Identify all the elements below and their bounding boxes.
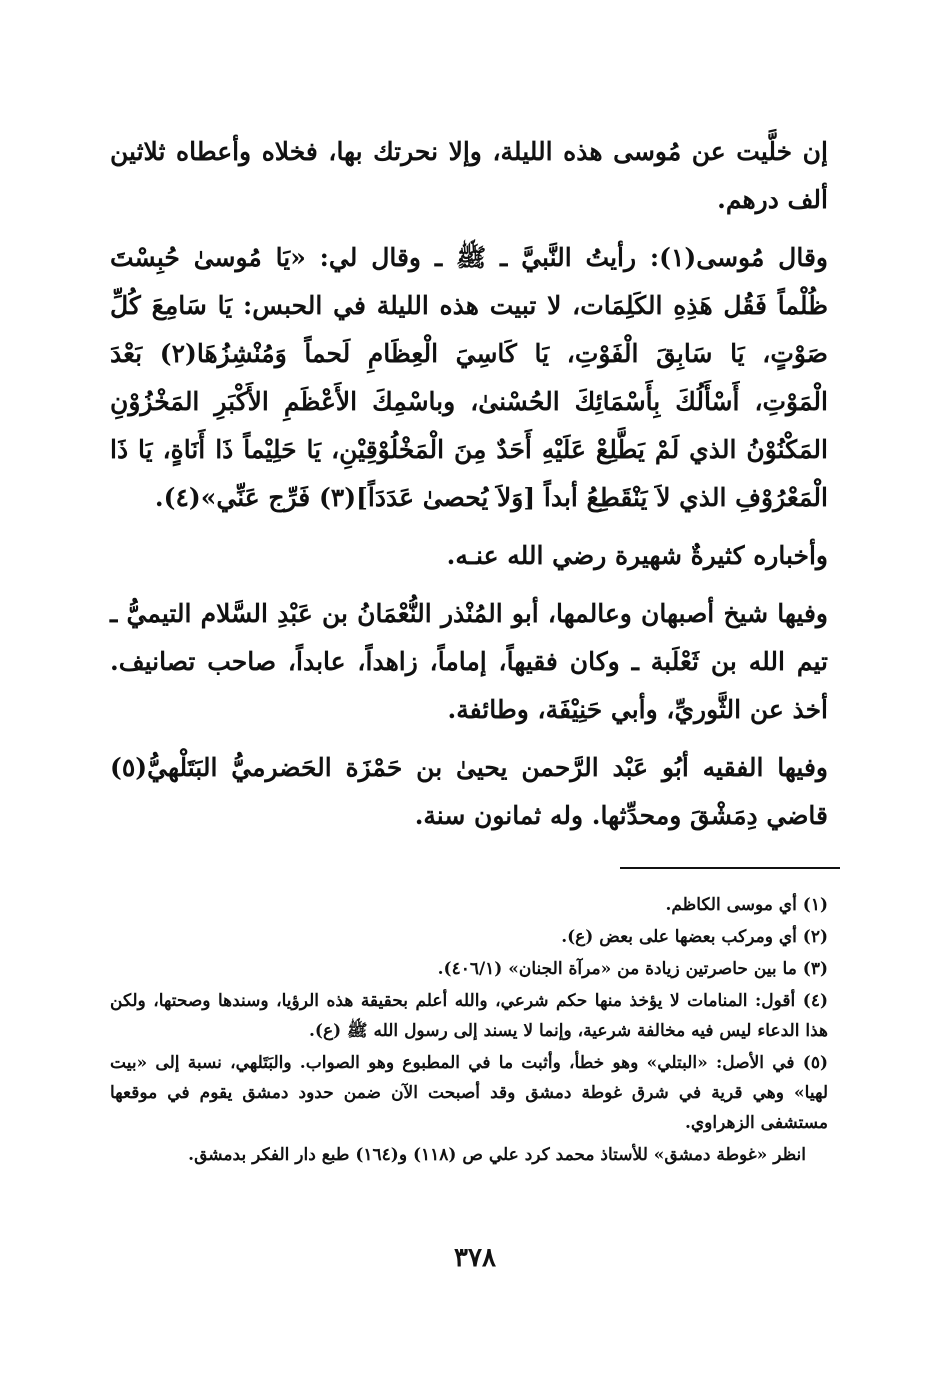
paragraph-1: إن خلَّيت عن مُوسى هذه الليلة، وإلا نحرتك بها، فخلاه وأعطاه ثلاثين ألف درهم. (110, 137, 828, 214)
paragraph-3: وأخباره كثيرةٌ شهيرة رضي الله عنـه. (446, 541, 828, 570)
footnote-4: (٤) أقول: المنامات لا يؤخذ منها حكم شرعي، والله أعلم بحقيقة هذه الرؤيا، وسندها وصحتها، ولكن هذا الدعاء ليس فيه مخالفة شرعية، وإنما لا يسند إلى رسول الله ﷺ (ع). (110, 991, 828, 1041)
footnote-2: (٢) أي ومركب بعضها على بعض (ع). (561, 927, 828, 947)
footnote-3: (٣) ما بين حاصرتين زيادة من «مرآة الجنان» (٤٠٦/١). (437, 959, 828, 979)
paragraph-2: وقال مُوسى(١): رأيتُ النَّبيَّ ـ ﷺ ـ وقال لي: «يَا مُوسىٰ حُبِسْتَ ظُلْماً فَقُل هَذِهِ الكَلِمَات، لا تبيت هذه الليلة في الحبس: يَا سَامِعَ كُلِّ صَوْتٍ، يَا سَابِقَ الْفَوْتِ، يَا كَاسِيَ الْعِظَامِ لَحماً وَمُنْشِزُهَا(٢) بَعْدَ الْمَوْتِ، أَسْأَلُكَ بِأَسْمَائِكَ الحُسْنىٰ، وباسْمِكَ الأَعْظَمِ الأَكْبَرِ المَخْزُوْنِ المَكْنُوْنُ الذي لَمْ يَطَّلِعْ عَلَيْهِ أَحَدٌ مِنَ الْمَخْلُوْقِيْنِ، يَا حَلِيْماً ذَا أَنَاةٍ، يَا ذَا الْمَعْرُوْفِ الذي لاَ يَنْقَطِعُ أبداً [وَلاَ يُحصىٰ عَدَدَاً](٣) فَرِّج عَنِّي»(٤). (110, 243, 828, 512)
page-number: ٣٧٨ (454, 1243, 496, 1273)
main-text (110, 128, 828, 840)
footnote-1: (١) أي موسى الكاظم. (665, 895, 828, 915)
footnotes (110, 890, 828, 1172)
paragraph-5: وفيها الفقيه أبُو عَبْد الرَّحمن يحيىٰ بن حَمْزَة الحَضرميُّ البَتَلْهيُّ(٥) قاضي دِمَشْقَ ومحدِّثها. وله ثمانون سنة. (110, 753, 828, 830)
footnote-5: (٥) في الأصل: «البتلي» وهو خطأ، وأثبت ما في المطبوع وهو الصواب. والبَتَلهي، نسبة إلى «بيت لهيا» وهي قرية في شرق غوطة دمشق وقد أصبحت الآن ضمن حدود دمشق يقوم في موقعها مستشفى الزهراوي. (110, 1053, 828, 1133)
footnote-divider (620, 867, 840, 869)
paragraph-4: وفيها شيخ أصبهان وعالمها، أبو المُنْذر النُّعْمَانُ بن عَبْدِ السَّلام التيميُّ ـ تيم الله بن ثَعْلَبة ـ وكان فقيهاً، إماماً، زاهداً، عابداً، صاحب تصانيف. أخذ عن الثَّوريِّ، وأبي حَنِيْفَة، وطائفة. (110, 599, 828, 724)
footnote-5-reference: انظر «غوطة دمشق» للأستاذ محمد كرد علي ص (١١٨) و(١٦٤) طبع دار الفكر بدمشق. (188, 1145, 806, 1165)
